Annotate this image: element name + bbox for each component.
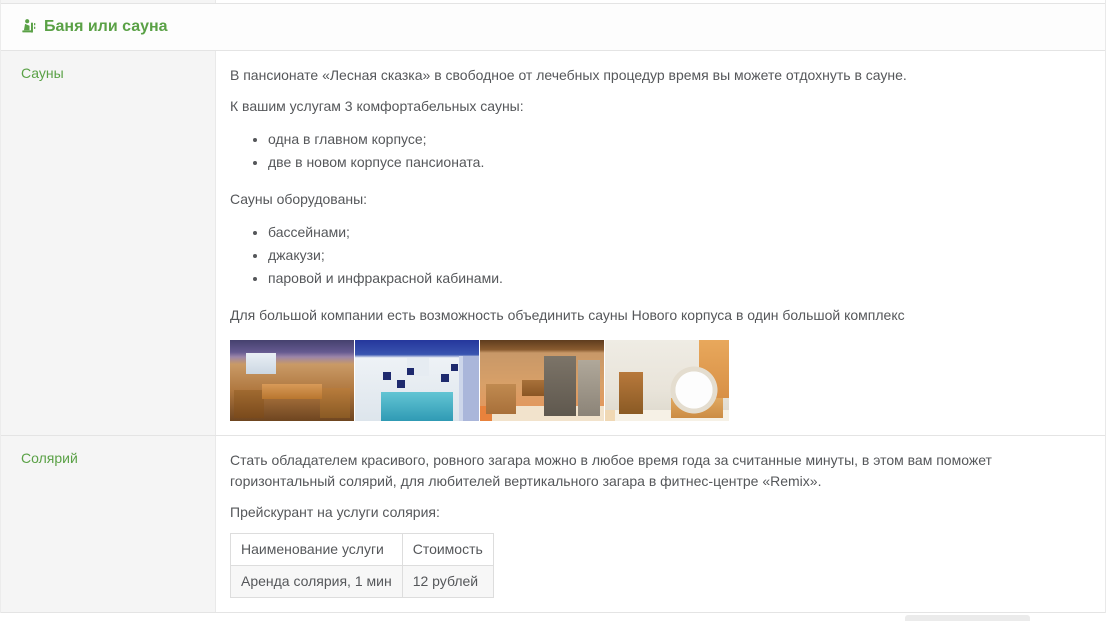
list-item: • паровой и инфракрасной кабинами. — [268, 268, 1083, 289]
sauna-label: Сауны — [21, 65, 64, 81]
sauna-paragraph-1: В пансионате «Лесная сказка» в свободное от лечебных процедур время вы можете отдохнуть в сауне. — [230, 67, 907, 83]
sauna-locations-list — [230, 129, 1083, 173]
solarium-row — [1, 436, 1105, 613]
sauna-content — [216, 51, 1105, 435]
price-table-row — [231, 566, 494, 598]
sauna-paragraph-3: Сауны оборудованы: — [230, 191, 368, 207]
sauna-photo-gallery — [230, 340, 1083, 421]
sauna-row-label-cell — [1, 51, 216, 435]
sauna-lounge-photo[interactable] — [230, 340, 354, 421]
previous-row-content-cell — [216, 0, 1105, 3]
solarium-paragraph-2: Прейскурант на услуги солярия: — [230, 504, 440, 520]
list-item: • бассейнами; — [268, 222, 1083, 243]
sauna-paragraph-2: К вашим услугам 3 комфортабельных сауны: — [230, 98, 524, 114]
page-bottom-margin — [0, 613, 1111, 621]
price-table-header-service: Наименование услуги — [231, 534, 403, 566]
sauna-person-icon — [20, 18, 38, 36]
section-title: Баня или сауна — [44, 18, 168, 35]
previous-row-label-cell — [1, 0, 216, 3]
sauna-paragraph-4: Для большой компании есть возможность объединить сауны Нового корпуса в один большой комплекс — [230, 307, 905, 323]
price-table-cell-cost: 12 рублей — [402, 566, 493, 598]
sauna-row — [1, 51, 1105, 436]
solarium-paragraph-1: Стать обладателем красивого, ровного загара можно в любое время года за считанные минуты, в этом вам поможет горизонтальный солярий, для любителей вертикального загара в фитнес-центре «Remix». — [230, 452, 992, 489]
jacuzzi-photo[interactable] — [605, 340, 729, 421]
list-item: • одна в главном корпусе; — [268, 129, 1083, 150]
list-item: • джакузи; — [268, 245, 1083, 266]
price-table-cell-service: Аренда солярия, 1 мин — [231, 566, 403, 598]
list-item: • две в новом корпусе пансионата. — [268, 152, 1083, 173]
price-table-header-cost: Стоимость — [402, 534, 493, 566]
pool-photo[interactable] — [355, 340, 479, 421]
section-header — [1, 4, 1105, 51]
solarium-label: Солярий — [21, 450, 78, 466]
sauna-cabins-photo[interactable] — [480, 340, 604, 421]
solarium-row-label-cell — [1, 436, 216, 612]
horizontal-scrollbar-thumb[interactable] — [905, 615, 1030, 621]
price-table-header-row — [231, 534, 494, 566]
solarium-content — [216, 436, 1105, 612]
solarium-price-table — [230, 533, 494, 598]
sauna-equipment-list — [230, 222, 1083, 289]
